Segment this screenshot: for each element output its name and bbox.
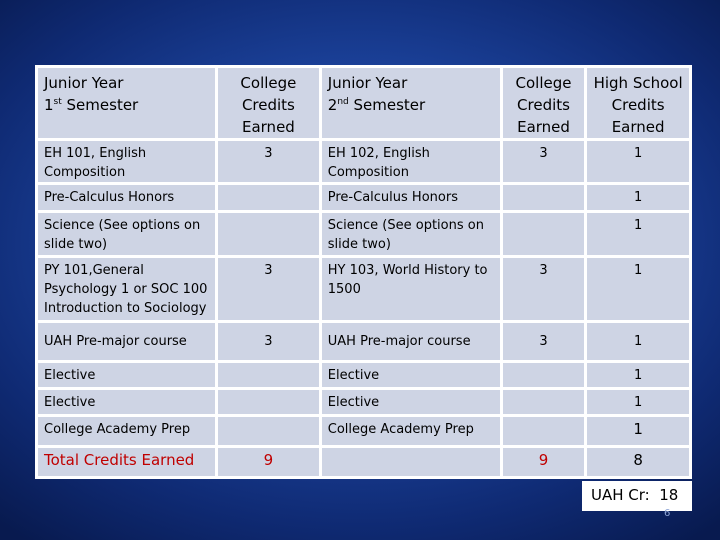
course-sem2: HY 103, World History to 1500 bbox=[322, 258, 500, 320]
high-school-credits: 1 bbox=[587, 185, 689, 210]
high-school-credits: 1 bbox=[587, 417, 689, 445]
course-sem2: Elective bbox=[322, 390, 500, 414]
college-credits-sem1 bbox=[218, 363, 319, 387]
course-sem1: College Academy Prep bbox=[38, 417, 215, 445]
uah-credit-total: UAH Cr: 18 bbox=[582, 481, 692, 511]
college-credits-sem1: 3 bbox=[218, 258, 319, 320]
table-header-row bbox=[38, 68, 689, 138]
header-college-credits-1: College Credits Earned bbox=[218, 68, 319, 138]
college-credits-sem2: 3 bbox=[503, 323, 584, 360]
course-sem1: Science (See options on slide two) bbox=[38, 213, 215, 255]
course-sem2: EH 102, English Composition bbox=[322, 141, 500, 182]
college-credits-sem1 bbox=[218, 185, 319, 210]
college-credits-sem1 bbox=[218, 213, 319, 255]
header-junior-year-2nd-semester bbox=[322, 68, 500, 138]
college-credits-sem1 bbox=[218, 417, 319, 445]
header-col2-line1: Junior Year bbox=[327, 74, 408, 92]
high-school-credits: 1 bbox=[587, 258, 689, 320]
table-row bbox=[38, 185, 689, 210]
high-school-credits: 1 bbox=[587, 323, 689, 360]
header-col0-line1: Junior Year bbox=[44, 74, 124, 92]
college-credits-sem1 bbox=[218, 390, 319, 414]
course-sem2: Elective bbox=[322, 363, 500, 387]
header-col0-rest: Semester bbox=[61, 96, 139, 114]
header-junior-year-1st-semester bbox=[38, 68, 215, 138]
college-credits-sem2: 3 bbox=[503, 258, 584, 320]
course-sem1: Elective bbox=[38, 363, 215, 387]
high-school-credits: 1 bbox=[587, 390, 689, 414]
college-credits-sem2 bbox=[503, 213, 584, 255]
total-credits-label: Total Credits Earned bbox=[38, 448, 215, 476]
table-row bbox=[38, 141, 689, 182]
high-school-credits: 1 bbox=[587, 141, 689, 182]
course-sem1: PY 101,General Psychology 1 or SOC 100 Introduction to Sociology bbox=[38, 258, 215, 320]
table-row bbox=[38, 363, 689, 387]
table-row bbox=[38, 323, 689, 360]
college-credits-sem2 bbox=[503, 417, 584, 445]
college-credits-sem2 bbox=[503, 390, 584, 414]
course-sem2: College Academy Prep bbox=[322, 417, 500, 445]
slide-number: 6 bbox=[664, 508, 671, 519]
table-row bbox=[38, 417, 689, 445]
course-sem2: Science (See options on slide two) bbox=[322, 213, 500, 255]
totals-row bbox=[38, 448, 689, 476]
college-credits-sem2 bbox=[503, 363, 584, 387]
header-col0-sup: st bbox=[53, 97, 62, 107]
course-sem1: UAH Pre-major course bbox=[38, 323, 215, 360]
total-high-school-credits: 8 bbox=[587, 448, 689, 476]
table-row bbox=[38, 258, 689, 320]
course-sem1: Pre-Calculus Honors bbox=[38, 185, 215, 210]
course-sem1: Elective bbox=[38, 390, 215, 414]
course-sem2: UAH Pre-major course bbox=[322, 323, 500, 360]
total-sem2-blank bbox=[322, 448, 500, 476]
header-high-school-credits: High School Credits Earned bbox=[587, 68, 689, 138]
college-credits-sem1: 3 bbox=[218, 141, 319, 182]
total-college-credits-sem2: 9 bbox=[503, 448, 584, 476]
high-school-credits: 1 bbox=[587, 213, 689, 255]
header-col2-ordinal: 2 bbox=[327, 96, 338, 114]
college-credits-sem2: 3 bbox=[503, 141, 584, 182]
table-row bbox=[38, 213, 689, 255]
college-credits-sem1: 3 bbox=[218, 323, 319, 360]
header-college-credits-2: College Credits Earned bbox=[503, 68, 584, 138]
course-sem1: EH 101, English Composition bbox=[38, 141, 215, 182]
header-col0-ordinal: 1 bbox=[44, 96, 54, 114]
credits-table-container bbox=[35, 65, 692, 478]
college-credits-sem2 bbox=[503, 185, 584, 210]
course-sem2: Pre-Calculus Honors bbox=[322, 185, 500, 210]
table-row bbox=[38, 390, 689, 414]
header-col2-rest: Semester bbox=[348, 96, 426, 114]
total-college-credits-sem1: 9 bbox=[218, 448, 319, 476]
credits-table bbox=[35, 65, 692, 479]
high-school-credits: 1 bbox=[587, 363, 689, 387]
header-col2-sup: nd bbox=[337, 97, 349, 107]
